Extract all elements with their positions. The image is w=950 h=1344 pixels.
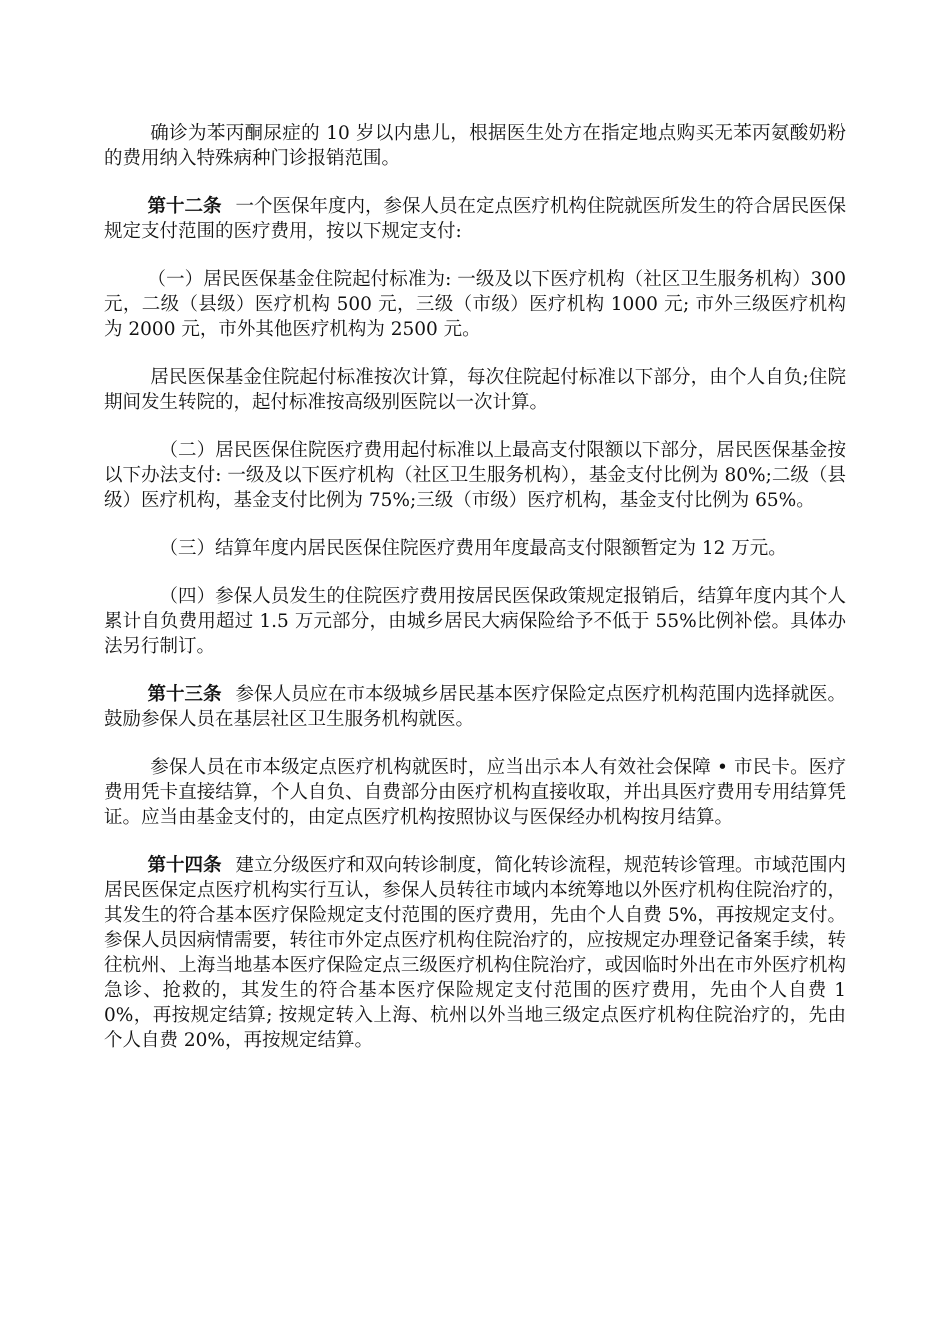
article-14 [104,853,846,1053]
article-13 [104,682,846,732]
paragraph-phenylketonuria [104,121,846,171]
paragraph-text: （三）结算年度内居民医保住院医疗费用年度最高支付限额暂定为 12 万元。 [159,538,787,559]
paragraph-settlement [104,755,846,830]
paragraph-text: 参保人员在市本级定点医疗机构就医时，应当出示本人有效社会保障 • 市民卡。医疗费用凭卡直接结算，个人自负、自费部分由医疗机构直接收取，并出具医疗费用专用结算凭证。应当由基金支付的，由定点医疗机构按照协议与医保经办机构按月结算。 [104,757,846,828]
article-heading: 第十二条 [147,196,222,217]
document-body [104,121,846,1076]
article-heading: 第十三条 [147,684,222,705]
paragraph-text: 建立分级医疗和双向转诊制度，简化转诊流程，规范转诊管理。市域范围内居民医保定点医疗机构实行互认，参保人员转往市域内本统筹地以外医疗机构住院治疗的，其发生的符合基本医疗保险规定支付范围的医疗费用，先由个人自费 5%，再按规定支付。参保人员因病情需要，转往市外定点医疗机构住院治疗的，应按规定办理登记备案手续，转往杭州、上海当地基本医疗保险定点三级医疗机构住院治疗，或因临时外出在市外医疗机构急诊、抢救的，其发生的符合基本医疗保险规定支付范围的医疗费用，先由个人自费 10%，再按规定结算; 按规定转入上海、杭州以外当地三级定点医疗机构住院治疗的，先由个人自费 20%，再按规定结算。 [104,855,846,1051]
paragraph-text: 参保人员应在市本级城乡居民基本医疗保险定点医疗机构范围内选择就医。鼓励参保人员在基层社区卫生服务机构就医。 [104,684,846,730]
paragraph-text: 一个医保年度内，参保人员在定点医疗机构住院就医所发生的符合居民医保规定支付范围的医疗费用，按以下规定支付: [104,196,846,242]
paragraph-text: （一）居民医保基金住院起付标准为: 一级及以下医疗机构（社区卫生服务机构）300 元，二级（县级）医疗机构 500 元，三级（市级）医疗机构 1000 元; 市外三级医疗机构为 2000 元，市外其他医疗机构为 2500 元。 [104,269,846,340]
paragraph-item-3 [104,536,846,561]
paragraph-text: （四）参保人员发生的住院医疗费用按居民医保政策规定报销后，结算年度内其个人累计自负费用超过 1.5 万元部分，由城乡居民大病保险给予不低于 55%比例补偿。具体办法另行制订。 [104,586,846,657]
paragraph-deductible-rule [104,365,846,415]
paragraph-item-4 [104,584,846,659]
article-12 [104,194,846,244]
paragraph-text: 确诊为苯丙酮尿症的 10 岁以内患儿，根据医生处方在指定地点购买无苯丙氨酸奶粉的费用纳入特殊病种门诊报销范围。 [104,123,846,169]
paragraph-item-1 [104,267,846,342]
paragraph-item-2 [104,438,846,513]
paragraph-text: 居民医保基金住院起付标准按次计算，每次住院起付标准以下部分，由个人自负;住院期间发生转院的，起付标准按高级别医院以一次计算。 [104,367,846,413]
article-heading: 第十四条 [147,855,222,876]
paragraph-text: （二）居民医保住院医疗费用起付标准以上最高支付限额以下部分，居民医保基金按以下办法支付: 一级及以下医疗机构（社区卫生服务机构），基金支付比例为 80%;二级（县级）医疗机构，基金支付比例为 75%;三级（市级）医疗机构，基金支付比例为 65%。 [104,440,846,511]
